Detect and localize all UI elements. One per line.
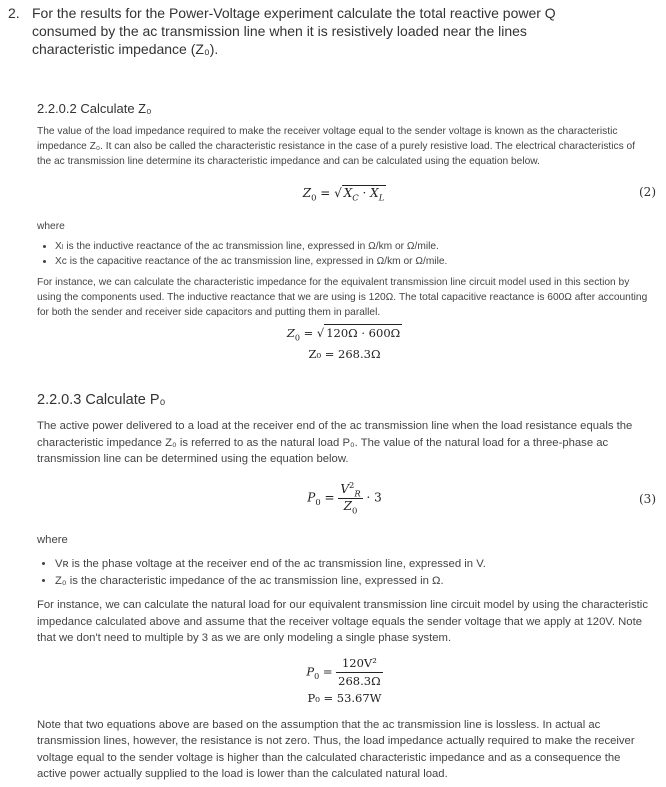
calc-line-2: P₀ = 53.67W [307,690,382,705]
calc-line-1: $P_0$ = $\frac{\text{120V²}}{268.3\Omega}$ [306,655,381,688]
question [8,4,608,58]
equation-3 [37,478,656,522]
equation-number: (2) [639,185,656,199]
list-item: • Vʀ is the phase voltage at the receiver end of the ac transmission line, expressed in V. [55,556,652,573]
equation-p0-formula: $P_0$ = $\frac{V^2_R}{Z_0}$ · 3 [307,479,382,516]
variable-list [37,556,652,589]
calc-line-2: Z₀ = 268.3Ω [308,347,381,362]
where-label: where [37,221,65,232]
list-item: • Xₗ is the inductive reactance of the ac transmission line, expressed in Ω/km or Ω/mile. [55,239,652,254]
variable-list [37,239,652,269]
example-text: For instance, we can calculate the characteristic impedance for the equivalent transmission line circuit model used in this section by using the components used. The inductive reactance that we are using is 120Ω. The total capacitive reactance is 600Ω after accounting for both the sender and receiver side capacitors and putting them in parallel. [37,277,648,318]
list-item: • Z₀ is the characteristic impedance of the ac transmission line, expressed in Ω. [55,573,652,590]
section-calculate-z0 [37,100,656,363]
question-number: 2. [8,5,20,21]
question-text: For the results for the Power-Voltage experiment calculate the total reactive power Q consumed by the ac transmission line when it is resistively loaded near the lines characteristic impedance (Z₀). [32,5,556,57]
section-title: 2.2.0.2 Calculate Z₀ [37,101,152,116]
section-intro: The active power delivered to a load at the receiver end of the ac transmission line when the load resistance equals the characteristic impedance Z₀ is referred to as the natural load P₀. The value of the natural load for a three-phase ac transmission line can be determined using the equation below. [37,420,633,465]
where-label: where [37,533,68,546]
section-intro: The value of the load impedance required to make the receiver voltage equal to the sender voltage is known as the characteristic impedance Z₀. It can also be called the characteristic resistance in the case of a purely resistive load. The electrical characteristics of the ac transmission line determine its characteristic impedance and can be calculated using the equation below. [37,126,636,167]
calculation-p0 [37,655,652,707]
list-item: • Xc is the capacitive reactance of the ac transmission line, expressed in Ω/km or Ω/mile. [55,254,652,269]
section-calculate-p0 [37,390,656,783]
example-text: For instance, we can calculate the natural load for our equivalent transmission line circuit model by using the characteristic impedance calculated above and assume that the receiver voltage equals the sender voltage that we apply at 120V. Note that we don't need to multiple by 3 as we are only modeling a single phase system. [37,599,648,644]
calculation-z0 [37,324,652,363]
equation-number: (3) [639,491,656,506]
note-text: Note that two equations above are based on the assumption that the ac transmission line is lossless. In actual ac transmission lines, however, the resistance is not zero. Thus, the load impedance actually required to make the receiver voltage equal to the sender voltage is higher than the calculated characteristic impedance and as a consequence the active power actually supplied to the load is lower than the calculated natural load. [37,718,635,780]
equation-2 [37,181,656,211]
calc-line-1: $Z_0$ = √ 120Ω · 600Ω [286,326,401,343]
section-title: 2.2.0.3 Calculate P₀ [37,392,166,408]
equation-z0-formula: $Z_0$ = √ $X_C \cdot X_L$ [302,186,385,203]
